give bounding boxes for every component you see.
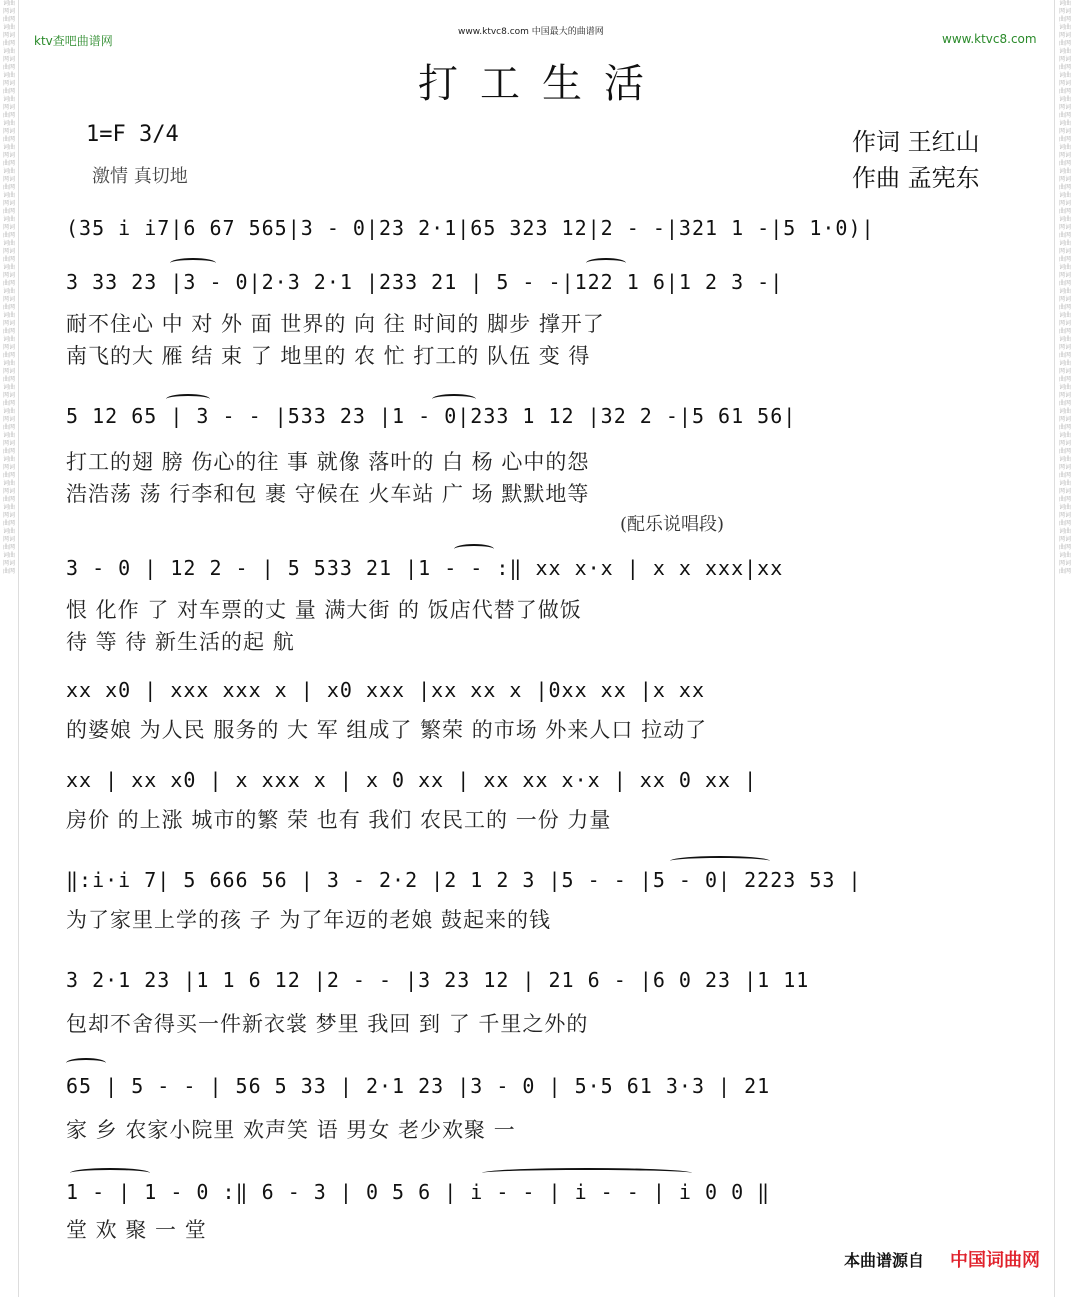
line1-lyric-verse1: 耐不住心 中 对 外 面 世界的 向 往 时间的 脚步 撑开了	[66, 312, 605, 336]
line4-notes: xx x0 | xxx xxx x | x0 xxx |xx xx x |0xx xx |x xx	[66, 678, 706, 702]
left-side-watermark: 词曲网词曲网词曲网词曲网词曲网词曲网词曲网词曲网词曲网词曲网词曲网词曲网词曲网词曲网词曲网词曲网词曲网词曲网词曲网词曲网词曲网词曲网词曲网词曲网词曲网词曲网词曲网词曲网词曲网词曲网词曲网词曲网词曲网词曲网词曲网词曲网词曲网词曲网词曲网词曲网词曲网词曲网词曲网词曲网词曲网词曲网词曲网词曲网	[2, 0, 15, 575]
source-site-link[interactable]: 中国词曲网	[950, 1250, 1040, 1271]
line6-lyric: 为了家里上学的孩 子 为了年迈的老娘 鼓起来的钱	[66, 908, 552, 932]
line8-notes: 65 | 5 - - | 56 5 33 | 2·1 23 |3 - 0 | 5·5 61 3·3 | 21	[66, 1074, 771, 1098]
right-margin-line	[1054, 0, 1055, 1297]
slur-mark	[170, 258, 216, 268]
left-margin-line	[18, 0, 19, 1297]
tempo-marking: 激情 真切地	[92, 166, 188, 187]
slur-mark	[454, 544, 494, 554]
line1-notes: 3 33 23 |3 - 0|2·3 2·1 |233 21 | 5 - -|122 1 6|1 2 3 -|	[66, 270, 784, 294]
composer-credit: 作曲 孟宪东	[852, 164, 980, 192]
line6-notes: ‖:i·i 7| 5 666 56 | 3 - 2·2 |2 1 2 3 |5 - - |5 - 0| 2223 53 |	[66, 868, 862, 892]
center-site-watermark[interactable]: www.ktvc8.com 中国最大的曲谱网	[458, 27, 604, 37]
song-title: 打工生活	[418, 61, 666, 107]
slur-mark	[432, 394, 476, 404]
line7-notes: 3 2·1 23 |1 1 6 12 |2 - - |3 23 12 | 21 6 - |6 0 23 |1 11	[66, 968, 810, 992]
line9-lyric: 堂 欢 聚 一 堂	[66, 1218, 207, 1242]
line3-lyric-verse2: 待 等 待 新生活的起 航	[66, 630, 295, 654]
key-signature: 1=F 3/4	[86, 122, 179, 147]
lyricist-credit: 作词 王红山	[852, 128, 980, 156]
slur-mark	[586, 258, 626, 268]
right-side-watermark: 词曲网词曲网词曲网词曲网词曲网词曲网词曲网词曲网词曲网词曲网词曲网词曲网词曲网词曲网词曲网词曲网词曲网词曲网词曲网词曲网词曲网词曲网词曲网词曲网词曲网词曲网词曲网词曲网词曲网词曲网词曲网词曲网词曲网词曲网词曲网词曲网词曲网词曲网词曲网词曲网词曲网词曲网词曲网词曲网词曲网词曲网词曲网词曲网	[1058, 0, 1071, 575]
line8-lyric: 家 乡 农家小院里 欢声笑 语 男女 老少欢聚 一	[66, 1118, 516, 1142]
slur-mark	[70, 1168, 150, 1178]
line4-lyric: 的婆娘 为人民 服务的 大 军 组成了 繁荣 的市场 外来人口 拉动了	[66, 718, 708, 742]
slur-mark	[482, 1168, 692, 1178]
slur-mark	[166, 394, 210, 404]
slur-mark	[66, 1058, 106, 1068]
source-label: 本曲谱源自	[844, 1251, 925, 1270]
line7-lyric: 包却不舍得买一件新衣裳 梦里 我回 到 了 千里之外的	[66, 1012, 589, 1036]
line3-lyric-verse1: 恨 化作 了 对车票的丈 量 满大街 的 饭店代替了做饭	[66, 598, 582, 622]
line9-notes: 1 - | 1 - 0 :‖ 6 - 3 | 0 5 6 | i - - | i - - | i 0 0 ‖	[66, 1180, 771, 1204]
line3-notes: 3 - 0 | 12 2 - | 5 533 21 |1 - - :‖ xx x·x | x x xxx|xx	[66, 556, 784, 580]
line1-lyric-verse2: 南飞的大 雁 结 束 了 地里的 农 忙 打工的 队伍 变 得	[66, 344, 591, 368]
line2-lyric-verse2: 浩浩荡 荡 行李和包 裹 守候在 火车站 广 场 默默地等	[66, 482, 590, 506]
left-site-watermark[interactable]: ktv查吧曲谱网	[34, 34, 113, 48]
line2-notes: 5 12 65 | 3 - - |533 23 |1 - 0|233 1 12 |32 2 -|5 61 56|	[66, 404, 797, 428]
accompaniment-rap-note: (配乐说唱段)	[620, 514, 725, 535]
intro-notes: (35 i i7|6 67 565|3 - 0|23 2·1|65 323 12|2 - -|321 1 -|5 1·0)|	[66, 216, 875, 240]
line5-lyric: 房价 的上涨 城市的繁 荣 也有 我们 农民工的 一份 力量	[66, 808, 612, 832]
slur-mark	[670, 856, 770, 866]
line5-notes: xx | xx x0 | x xxx x | x 0 xx | xx xx x·x | xx 0 xx |	[66, 768, 758, 792]
right-site-watermark[interactable]: www.ktvc8.com	[942, 32, 1037, 46]
line2-lyric-verse1: 打工的翅 膀 伤心的往 事 就像 落叶的 白 杨 心中的怨	[66, 450, 590, 474]
